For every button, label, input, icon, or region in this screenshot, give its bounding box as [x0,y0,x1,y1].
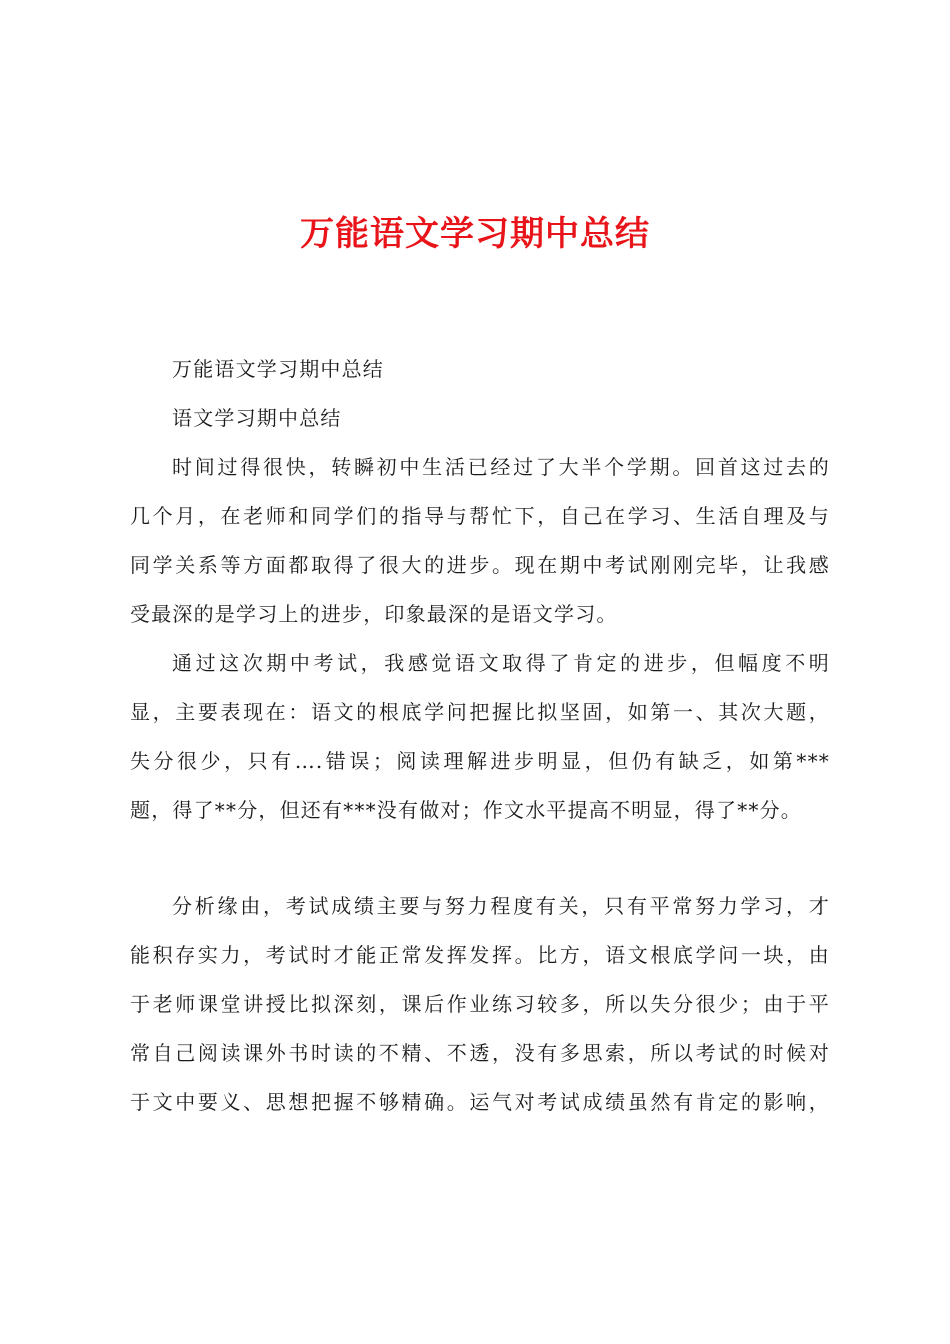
heading-line-2: 语文学习期中总结 [172,406,342,430]
paragraph-line: 受最深的是学习上的进步，印象最深的是语文学习。 [130,602,618,626]
paragraph-line: 常自己阅读课外书时读的不精、不透，没有多思索，所以考试的时候对 [130,1041,830,1065]
paragraph-3 [130,882,830,1127]
heading-line-1: 万能语文学习期中总结 [172,357,384,381]
paragraph-2 [130,639,830,835]
paragraph-line: 能积存实力，考试时才能正常发挥发挥。比方，语文根底学问一块，由 [130,943,830,967]
paragraph-line: 同学关系等方面都取得了很大的进步。现在期中考试刚刚完毕，让我感 [130,553,830,577]
paragraph-line: 失分很少，只有….错误；阅读理解进步明显，但仍有缺乏，如第*** [130,749,830,773]
paragraph-line: 时间过得很快，转瞬初中生活已经过了大半个学期。回首这过去的 [172,455,830,479]
paragraph-line: 题，得了**分，但还有***没有做对；作文水平提高不明显，得了**分。 [130,798,802,822]
paragraph-spacer [130,835,830,882]
paragraph-line: 于老师课堂讲授比拟深刻，课后作业练习较多，所以失分很少；由于平 [130,992,830,1016]
paragraph-line: 显，主要表现在：语文的根底学问把握比拟坚固，如第一、其次大题， [130,700,830,724]
paragraph-line: 通过这次期中考试，我感觉语文取得了肯定的进步，但幅度不明 [172,651,830,675]
document-title: 万能语文学习期中总结 [300,214,650,254]
paragraph-1 [130,443,830,639]
paragraph-line: 于文中要义、思想把握不够精确。运气对考试成绩虽然有肯定的影响， [130,1090,830,1114]
paragraph-line: 几个月，在老师和同学们的指导与帮忙下，自己在学习、生活自理及与 [130,504,830,528]
paragraph-line: 分析缘由，考试成绩主要与努力程度有关，只有平常努力学习，才 [172,894,830,918]
document-body [130,345,830,1127]
